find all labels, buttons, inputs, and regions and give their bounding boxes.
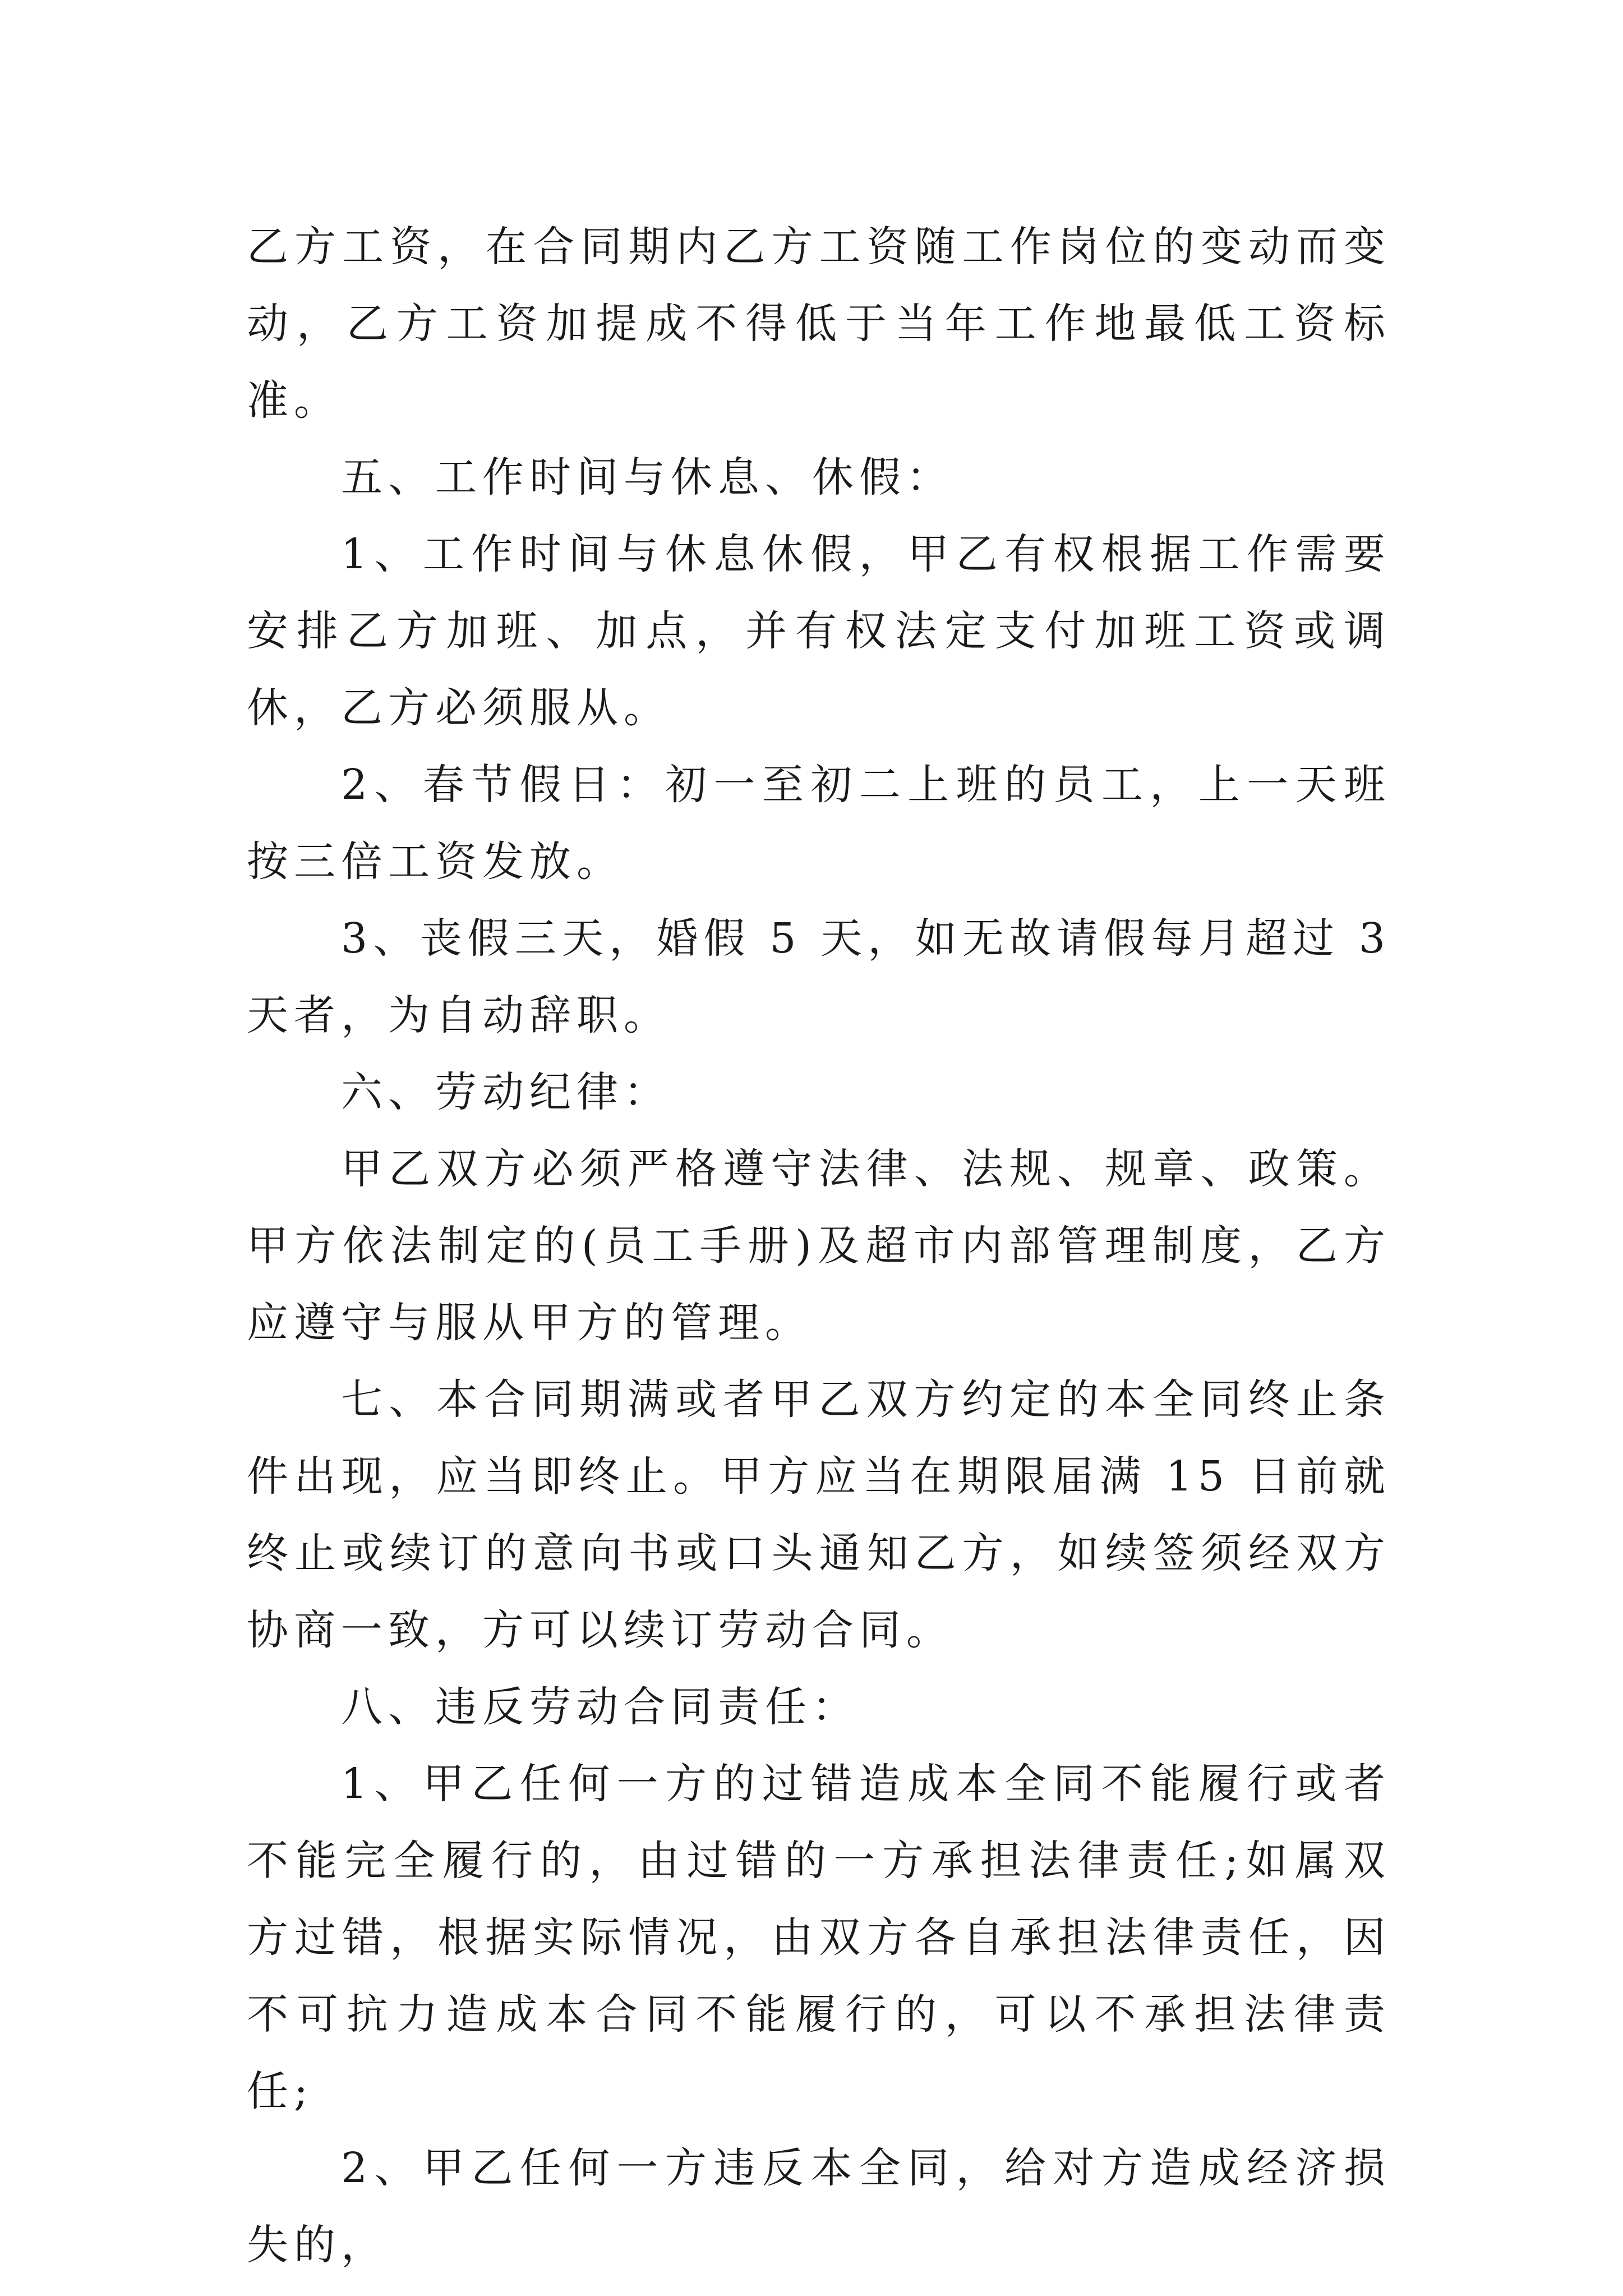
paragraph-contract-expiry: 七、本合同期满或者甲乙双方约定的本全同终止条件出现，应当即终止。甲方应当在期限届满 15 日前就终止或续订的意向书或口头通知乙方，如续签须经双方协商一致，方可以续订劳动合同。 <box>247 1375 1391 1654</box>
paragraph-leave: 3、丧假三天，婚假 5 天，如无故请假每月超过 3 天者，为自动辞职。 <box>247 914 1391 1039</box>
paragraph-liability-fault: 1、甲乙任何一方的过错造成本全同不能履行或者不能完全履行的，由过错的一方承担法律责任;如属双方过错，根据实际情况，由双方各自承担法律责任，因不可抗力造成本合同不能履行的，可以不承担法律责任; <box>247 1760 1391 2115</box>
section-heading-work-time: 五、工作时间与休息、休假： <box>341 453 953 501</box>
section-heading-liability: 八、违反劳动合同责任： <box>341 1683 859 1731</box>
paragraph-salary-continued: 乙方工资，在合同期内乙方工资随工作岗位的变动而变动，乙方工资加提成不得低于当年工作地最低工资标准。 <box>247 223 1391 425</box>
paragraph-spring-festival: 2、春节假日：初一至初二上班的员工，上一天班按三倍工资发放。 <box>247 761 1391 886</box>
paragraph-discipline: 甲乙双方必须严格遵守法律、法规、规章、政策。甲方依法制定的(员工手册)及超市内部管理制度，乙方应遵守与服从甲方的管理。 <box>247 1145 1391 1347</box>
section-heading-discipline: 六、劳动纪律： <box>341 1068 671 1116</box>
paragraph-overtime: 1、工作时间与休息休假，甲乙有权根据工作需要安排乙方加班、加点，并有权法定支付加班工资或调休，乙方必须服从。 <box>247 530 1391 732</box>
paragraph-liability-loss: 2、甲乙任何一方违反本全同，给对方造成经济损失的， <box>247 2144 1391 2269</box>
document-body <box>247 209 1391 2284</box>
